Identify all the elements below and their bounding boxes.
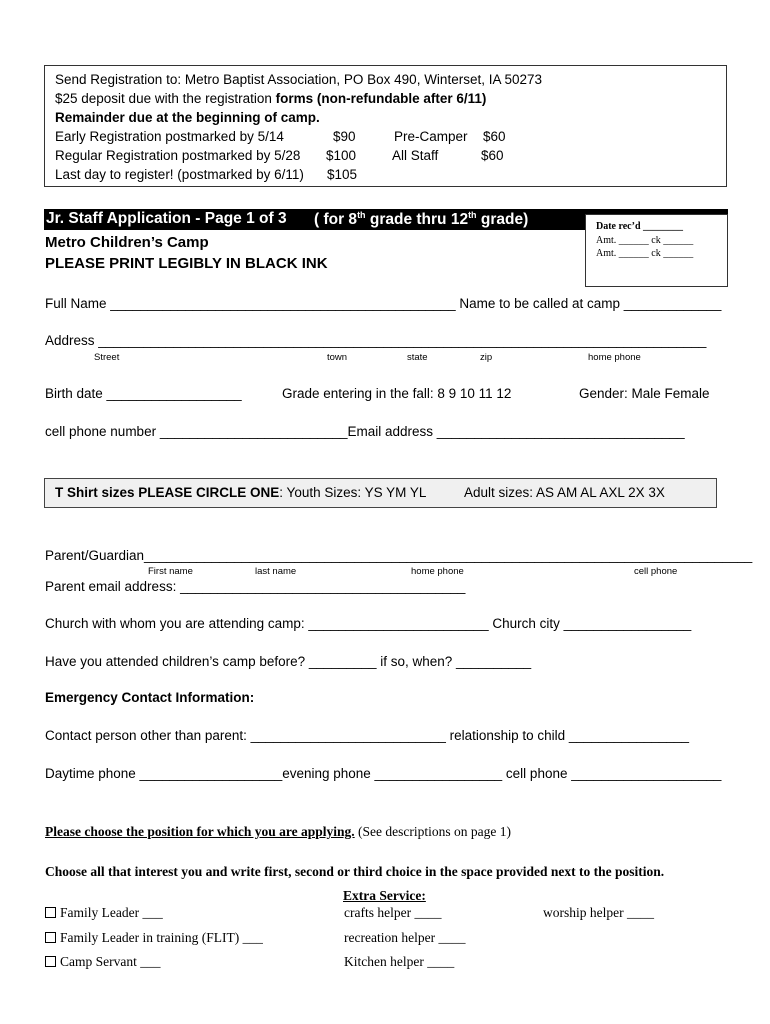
phone-numbers-field[interactable]: Daytime phone ___________________evening phone _________________ cell phone ____________________: [45, 766, 722, 781]
full-name-field[interactable]: Full Name ______________________________________________ Name to be called at camp _____________: [45, 296, 722, 311]
early-registration-label: Early Registration postmarked by 5/14: [55, 129, 284, 144]
extra-service-heading: Extra Service:: [343, 888, 426, 903]
family-leader-option[interactable]: Family Leader ___: [45, 905, 163, 921]
precamper-label: Pre-Camper: [394, 129, 468, 144]
application-title: Jr. Staff Application - Page 1 of 3: [46, 210, 287, 227]
birth-date-field[interactable]: Birth date __________________: [45, 386, 242, 401]
deposit-text: $25 deposit due with the registration forms (non-refundable after 6/11): [55, 91, 487, 106]
camp-name: Metro Children’s Camp: [45, 234, 209, 251]
tshirt-size-box: [44, 478, 717, 508]
tshirt-adult-sizes[interactable]: Adult sizes: AS AM AL AXL 2X 3X: [464, 485, 665, 500]
precamper-price: $60: [483, 129, 506, 144]
worship-helper-option[interactable]: worship helper ____: [543, 905, 654, 920]
parent-guardian-field[interactable]: Parent/Guardian_________________________________________________________________________________: [45, 548, 753, 563]
parent-home-caption: home phone: [411, 566, 464, 577]
address-street-caption: Street: [94, 352, 120, 363]
recreation-helper-option[interactable]: recreation helper ____: [344, 930, 466, 945]
address-phone-caption: home phone: [588, 352, 641, 363]
send-registration-text: Send Registration to: Metro Baptist Association, PO Box 490, Winterset, IA 50273: [55, 72, 543, 87]
cell-email-field[interactable]: cell phone number _________________________Email address _________________________________: [45, 424, 685, 439]
parent-last-caption: last name: [255, 566, 297, 577]
address-town-caption: town: [327, 352, 348, 363]
gender-selection[interactable]: Gender: Male Female: [579, 386, 710, 401]
address-field[interactable]: Address _________________________________________________________________________________: [45, 333, 707, 348]
allstaff-label: All Staff: [392, 148, 439, 163]
kitchen-helper-option[interactable]: Kitchen helper ____: [344, 954, 455, 969]
early-registration-price: $90: [333, 129, 356, 144]
regular-registration-price: $100: [326, 148, 357, 163]
amount-check-field-2[interactable]: Amt. ______ ck ______: [596, 248, 694, 259]
last-day-label: Last day to register! (postmarked by 6/11): [55, 167, 304, 182]
positions-heading: Please choose the position for which you are applying. (See descriptions on page 1): [45, 824, 511, 839]
emergency-heading: Emergency Contact Information:: [45, 690, 255, 705]
church-field[interactable]: Church with whom you are attending camp: ________________________ Church city _________________: [45, 616, 692, 631]
address-state-caption: state: [407, 352, 428, 363]
parent-email-field[interactable]: Parent email address: ______________________________________: [45, 579, 466, 594]
contact-person-field[interactable]: Contact person other than parent: __________________________ relationship to child ________________: [45, 728, 690, 743]
last-day-price: $105: [327, 167, 358, 182]
print-note: PLEASE PRINT LEGIBLY IN BLACK INK: [45, 255, 328, 272]
parent-first-caption: First name: [148, 566, 193, 577]
allstaff-price: $60: [481, 148, 504, 163]
positions-instruction: Choose all that interest you and write first, second or third choice in the space provided next to the position.: [45, 864, 665, 879]
checkbox-icon[interactable]: [45, 956, 56, 967]
address-zip-caption: zip: [480, 352, 493, 363]
camp-servant-option[interactable]: Camp Servant ___: [45, 954, 161, 970]
checkbox-icon[interactable]: [45, 932, 56, 943]
parent-cell-caption: cell phone: [634, 566, 678, 577]
grade-selection[interactable]: Grade entering in the fall: 8 9 10 11 12: [282, 386, 512, 401]
checkbox-icon[interactable]: [45, 907, 56, 918]
registration-info-box: [44, 65, 727, 187]
amount-check-field-1[interactable]: Amt. ______ ck ______: [596, 235, 694, 246]
regular-registration-label: Regular Registration postmarked by 5/28: [55, 148, 301, 163]
attended-before-field[interactable]: Have you attended children’s camp before? _________ if so, when? __________: [45, 654, 532, 669]
office-use-box: [585, 214, 728, 287]
flit-option[interactable]: Family Leader in training (FLIT) ___: [45, 930, 263, 946]
crafts-helper-option[interactable]: crafts helper ____: [344, 905, 442, 920]
tshirt-youth-sizes[interactable]: T Shirt sizes PLEASE CIRCLE ONE: Youth Sizes: YS YM YL: [55, 485, 427, 500]
grade-range: ( for 8th grade thru 12th grade): [314, 210, 529, 229]
date-received-field[interactable]: Date rec’d ________: [596, 221, 684, 232]
remainder-text: Remainder due at the beginning of camp.: [55, 110, 320, 125]
